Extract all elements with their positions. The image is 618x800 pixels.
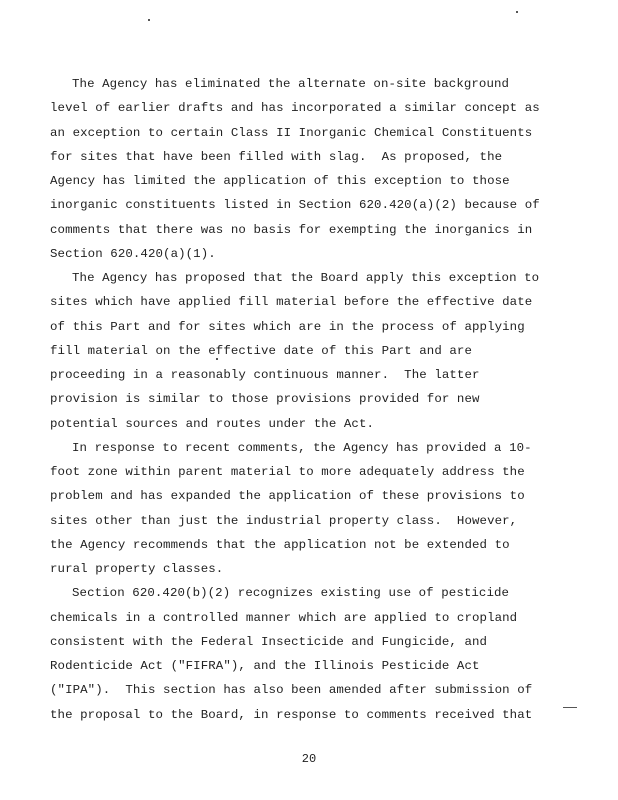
text-line: proceeding in a reasonably continuous manner. The latter [50, 368, 480, 382]
text-line: provision is similar to those provisions provided for new [50, 392, 480, 407]
text-line: problem and has expanded the application of these provisions to [50, 489, 525, 504]
text-line: The Agency has proposed that the Board apply this exception to [72, 271, 540, 285]
scan-speck [148, 19, 150, 21]
text-line: chemicals in a controlled manner which are applied to cropland [50, 610, 518, 625]
body-text [50, 72, 570, 727]
text-line: level of earlier drafts and has incorporated a similar concept as [50, 101, 540, 116]
scan-speck [516, 11, 518, 13]
text-line: the Agency recommends that the application not be extended to [50, 537, 510, 552]
text-line: comments that there was no basis for exempting the inorganics in [50, 222, 533, 237]
text-line: the proposal to the Board, in response to comments received that [50, 707, 533, 722]
page-number: 20 [301, 752, 317, 766]
text-line: Rodenticide Act ("FIFRA"), and the Illinois Pesticide Act [50, 659, 480, 673]
text-line: for sites that have been filled with slag. As proposed, the [50, 149, 503, 164]
scan-speck [216, 358, 218, 360]
scan-speck [563, 707, 577, 708]
text-line: inorganic constituents listed in Section 620.420(a)(2) because of [50, 198, 540, 213]
text-line: Section 620.420(a)(1). [50, 246, 216, 261]
text-line: ("IPA"). This section has also been amended after submission of [50, 683, 533, 698]
text-line: of this Part and for sites which are in the process of applying [50, 319, 525, 334]
text-line: an exception to certain Class II Inorganic Chemical Constituents [50, 125, 533, 140]
text-line: fill material on the effective date of this Part and are [50, 343, 472, 358]
text-line: Agency has limited the application of this exception to those [50, 174, 510, 188]
text-line: sites which have applied fill material before the effective date [50, 295, 533, 310]
text-line: potential sources and routes under the Act. [50, 416, 375, 431]
text-line: consistent with the Federal Insecticide and Fungicide, and [50, 634, 488, 649]
text-line: sites other than just the industrial property class. However, [50, 513, 518, 528]
text-line: rural property classes. [50, 562, 224, 576]
text-line: foot zone within parent material to more adequately address the [50, 465, 525, 479]
text-line: The Agency has eliminated the alternate on-site background [72, 77, 510, 91]
text-line: Section 620.420(b)(2) recognizes existing use of pesticide [72, 586, 510, 601]
text-line: In response to recent comments, the Agency has provided a 10- [72, 440, 532, 455]
